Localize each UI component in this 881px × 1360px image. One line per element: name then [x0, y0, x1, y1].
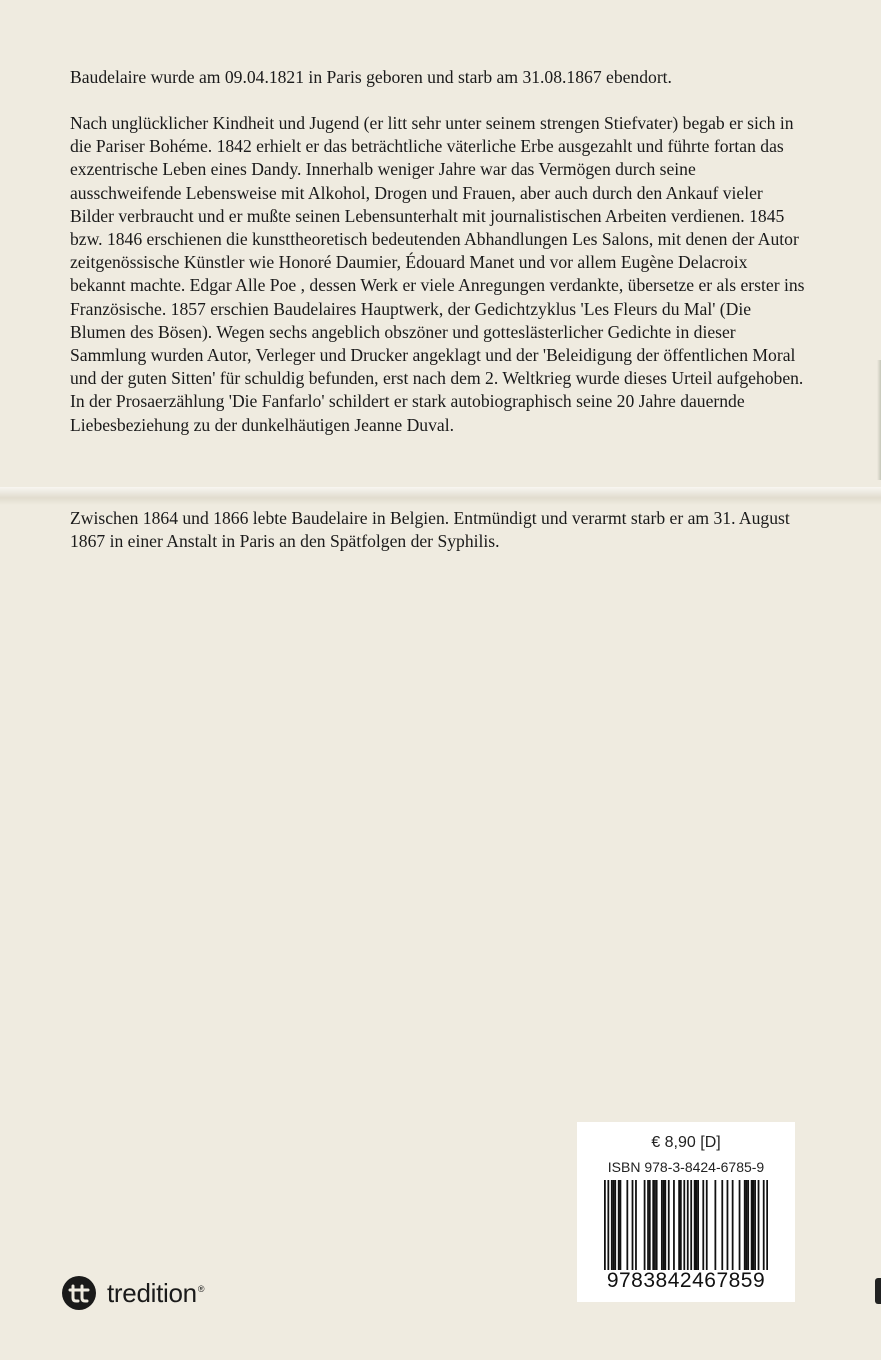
paragraph-birth-death: Baudelaire wurde am 09.04.1821 in Paris geboren und starb am 31.08.1867 ebendort.: [70, 67, 672, 87]
barcode-bar: [727, 1180, 729, 1270]
paragraph-biography: Nach unglücklicher Kindheit und Jugend (er litt sehr unter seinem strengen Stiefvater) begab er sich in die Pariser Bohéme. 1842 erhielt er das beträchtliche väterliche Erbe ausgezahlt und führte fortan das exzentrische Leben eines Dandy. Innerhalb weniger Jahre war das Vermögen durch seine ausschweifende Lebensweise mit Alkohol, Drogen und Frauen, aber auch durch den Ankauf vieler Bilder verbraucht und er mußte seinen Lebensunterhalt mit journalistischen Arbeiten verdienen. 1845 bzw. 1846 erschienen die kunsttheoretisch bedeutenden Abhandlungen Les Salons, mit denen der Autor zeitgenössische Künstler wie Honoré Daumier, Édouard Manet und vor allem Eugène Delacroix bekannt machte. Edgar Alle Poe , dessen Werk er viele Anregungen verdankte, übersetze er als erster ins Französische. 1857 erschien Baudelaires Hauptwerk, der Gedichtzyklus 'Les Fleurs du Mal' (Die Blumen des Bösen). Wegen sechs angeblich obszöner und gotteslästerlicher Gedichte in dieser Sammlung wurden Autor, Verleger und Drucker angeklagt und der 'Beleidigung der öffentlichen Moral und der guten Sitten' für schuldig befunden, erst nach dem 2. Weltkrieg wurde dieses Urteil aufgehoben. In der Prosaerzählung 'Die Fanfarlo' schildert er stark autobiographisch seine 20 Jahre dauernde Liebesbeziehung zu der dunkelhäutigen Jeanne Duval.: [70, 113, 805, 435]
barcode-bar: [694, 1180, 696, 1270]
barcode-bar: [702, 1180, 704, 1270]
publisher-name: tredition®: [107, 1277, 205, 1308]
barcode-bar: [626, 1180, 628, 1270]
barcode-bar: [644, 1180, 646, 1270]
barcode-bar: [695, 1180, 697, 1270]
barcode-bar: [661, 1180, 663, 1270]
barcode-bar: [732, 1180, 734, 1270]
barcode-bar: [673, 1180, 675, 1270]
barcode-bar: [664, 1180, 666, 1270]
barcode-bar: [611, 1180, 613, 1270]
barcode-bar: [766, 1180, 768, 1270]
isbn-text: ISBN 978-3-8424-6785-9: [607, 1159, 765, 1175]
barcode-bar: [607, 1180, 609, 1270]
barcode-bar: [680, 1180, 682, 1270]
barcode-bar: [604, 1180, 606, 1270]
barcode-bar: [663, 1180, 665, 1270]
barcode-bar: [635, 1180, 637, 1270]
barcode-bar: [618, 1180, 620, 1270]
barcode-bar: [654, 1180, 656, 1270]
barcode-bar: [706, 1180, 708, 1270]
paper-fold-crease: [0, 487, 881, 505]
barcode-bar: [668, 1180, 670, 1270]
barcode-bar: [649, 1180, 651, 1270]
barcode-label: [577, 1122, 795, 1302]
publisher-brand: [62, 1275, 204, 1311]
registered-mark: ®: [197, 1283, 205, 1294]
barcode-bar: [758, 1180, 760, 1270]
barcode-bar: [747, 1180, 749, 1270]
paragraph-final-years: Zwischen 1864 und 1866 lebte Baudelaire in Belgien. Entmündigt und verarmt starb er am 31. August 1867 in einer Anstalt in Paris an den Spätfolgen der Syphilis.: [70, 508, 790, 552]
barcode-bar: [752, 1180, 754, 1270]
barcode-bar: [678, 1180, 680, 1270]
barcode-bar: [763, 1180, 765, 1270]
barcode-bar: [687, 1180, 689, 1270]
barcode-bar: [690, 1180, 692, 1270]
barcode-bar: [751, 1180, 753, 1270]
price-text: € 8,90 [D]: [651, 1134, 721, 1151]
barcode-bar: [683, 1180, 685, 1270]
barcode-bar: [652, 1180, 654, 1270]
barcode-bar: [647, 1180, 649, 1270]
barcode-bar: [721, 1180, 723, 1270]
barcode-bar: [746, 1180, 748, 1270]
barcode-bar: [656, 1180, 658, 1270]
barcode-bar: [620, 1180, 622, 1270]
barcode-bar: [714, 1180, 716, 1270]
barcode-bar: [614, 1180, 616, 1270]
barcode-bar: [613, 1180, 615, 1270]
barcode-bar: [739, 1180, 741, 1270]
barcode-bars: [604, 1180, 768, 1270]
edge-shadow: [877, 360, 881, 480]
isbn-digits: 9783842467859: [606, 1269, 766, 1292]
corner-tab: [875, 1278, 881, 1304]
tredition-logo-icon: [62, 1276, 96, 1310]
barcode-bar: [744, 1180, 746, 1270]
barcode-bar: [754, 1180, 756, 1270]
barcode-bar: [632, 1180, 634, 1270]
barcode-bar: [697, 1180, 699, 1270]
